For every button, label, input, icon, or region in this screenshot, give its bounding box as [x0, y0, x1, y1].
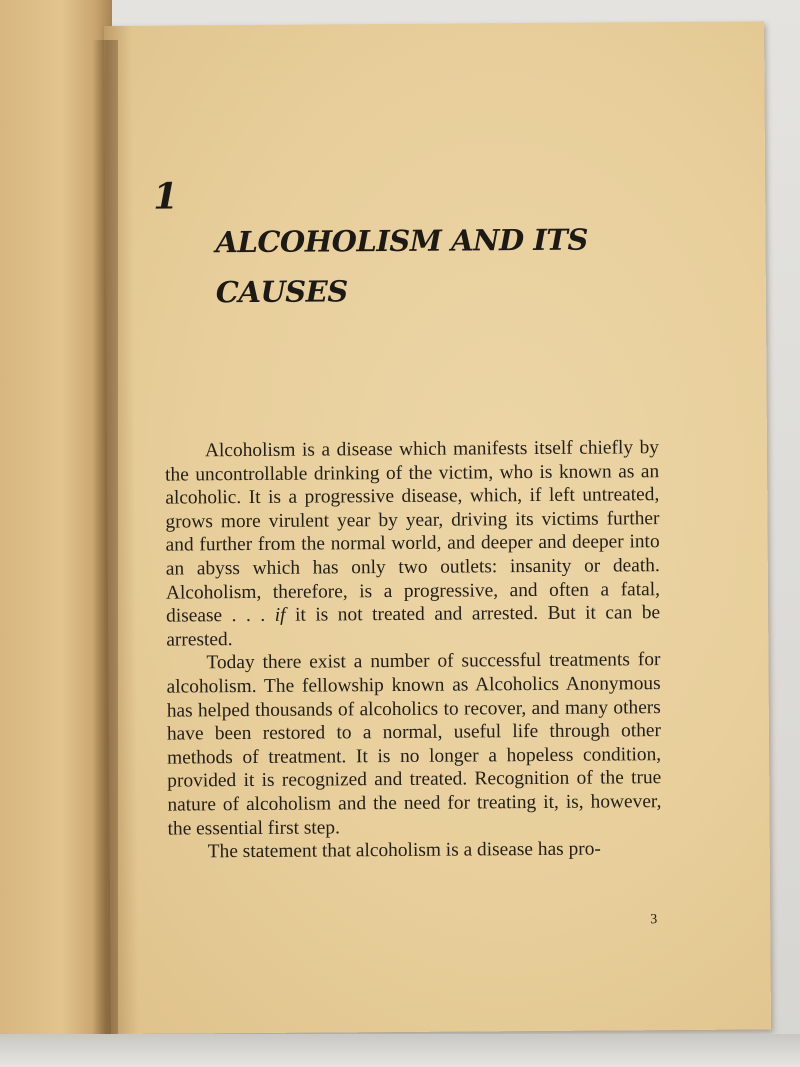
paragraph-2: Today there exist a number of successful treatments for alcoholism. The fellowship known as Alcoholics Anonymous has helped thousands of alcoholics to recover, and many others have been restored to a normal, useful life through other methods of treatment. It is no longer a hopeless condition, provided it is recognized and treated. Recognition of the true nature of alcoholism and the need for treating it, is, however, the essential first step. — [166, 649, 662, 840]
chapter-number: 1 — [153, 175, 179, 218]
body-text — [165, 436, 662, 864]
paragraph-3: The statement that alcoholism is a disease has pro- — [207, 838, 601, 863]
paragraph-1-text-end: it is not treated and arrested. But it can be arrested. — [166, 602, 661, 651]
chapter-title — [215, 214, 656, 317]
paragraph-1-text: Alcoholism is a disease which manifests itself chiefly by the uncontrollable drinking of the victim, who is known as an alcoholic. It is a progressive disease, which, if left untreated, grows more virulent year by year, driving its victims further and further from the normal world, and deeper and deeper into an abyss which has only two outlets: insanity or death. Alcoholism, therefore, is a progressive, and often a fatal, disease . . . — [165, 437, 661, 627]
table-surface — [0, 1034, 800, 1067]
paragraph-1 — [165, 436, 660, 652]
page-number: 3 — [650, 912, 658, 928]
chapter-title-line-2: CAUSES — [215, 274, 348, 310]
paragraph-1-emphasis: if — [274, 604, 286, 626]
chapter-title-line-1: ALCOHOLISM AND ITS — [215, 222, 588, 260]
gutter-shadow — [92, 40, 118, 1040]
book-page — [104, 21, 771, 1034]
